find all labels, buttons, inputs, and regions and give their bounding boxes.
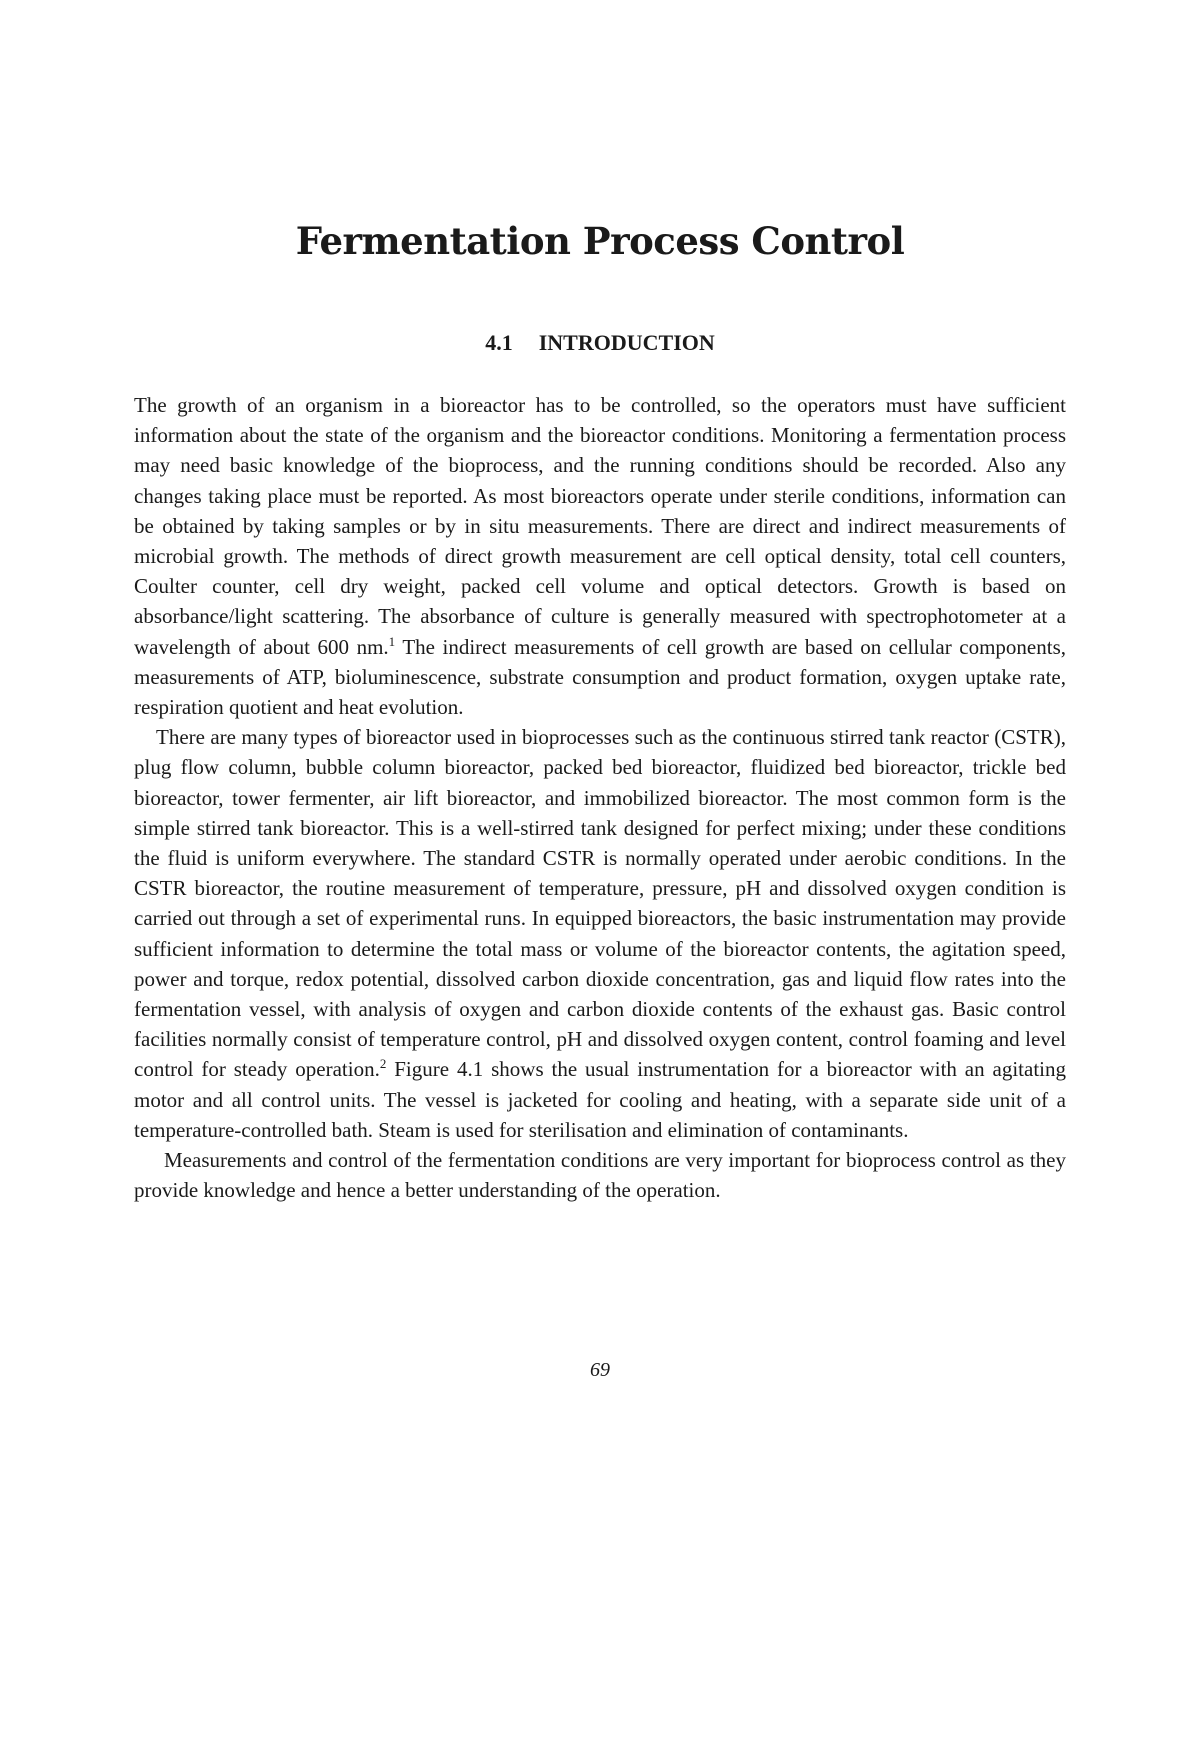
body-text bbox=[134, 390, 1066, 1205]
paragraph-1-text-b: The indirect measurements of cell growth are based on cellular components, measurements of ATP, bioluminescence, substrate consumption and product formation, oxygen uptake rate, respiration quotient and heat evolution. bbox=[134, 634, 1066, 720]
paragraph-2 bbox=[134, 722, 1066, 1145]
section-heading bbox=[0, 328, 1200, 358]
section-title: INTRODUCTION bbox=[538, 330, 715, 355]
section-number: 4.1 bbox=[485, 330, 513, 355]
chapter-title: Fermentation Process Control bbox=[295, 219, 905, 263]
footnote-ref-2: 2 bbox=[379, 1056, 387, 1072]
footnote-ref-1: 1 bbox=[388, 633, 396, 649]
paragraph-2-text-a: There are many types of bioreactor used in bioprocesses such as the continuous stirred tank reactor (CSTR), plug flow column, bubble column bioreactor, packed bed bioreactor, fluidized bed bioreactor, trickle bed bioreactor, tower fermenter, air lift bioreactor, and immobilized bioreactor. The most common form is the simple stirred tank bioreactor. This is a well-stirred tank designed for perfect mixing; under these conditions the fluid is uniform everywhere. The standard CSTR is normally operated under aerobic conditions. In the CSTR bioreactor, the routine measurement of temperature, pressure, pH and dissolved oxygen condition is carried out through a set of experimental runs. In equipped bioreactors, the basic instrumentation may provide sufficient information to determine the total mass or volume of the bioreactor contents, the agitation speed, power and torque, redox potential, dissolved carbon dioxide concentration, gas and liquid flow rates into the fermentation vessel, with analysis of oxygen and carbon dioxide contents of the exhaust gas. Basic control facilities normally consist of temperature control, pH and dissolved oxygen content, control foaming and level control for steady operation. bbox=[134, 725, 1066, 1082]
paragraph-3: Measurements and control of the fermentation conditions are very important for bioprocess control as they provide knowledge and hence a better understanding of the operation. bbox=[134, 1148, 1066, 1203]
page-number: 69 bbox=[590, 1359, 610, 1381]
paragraph-1 bbox=[134, 390, 1066, 722]
paragraph-2-text-b: Figure 4.1 shows the usual instrumentation for a bioreactor with an agitating motor and all control units. The vessel is jacketed for cooling and heating, with a separate side unit of a temperature-controlled bath. Steam is used for sterilisation and elimination of contaminants. bbox=[134, 1057, 1067, 1142]
paragraph-1-text-a: The growth of an organism in a bioreactor has to be controlled, so the operators must have sufficient information about the state of the organism and the bioreactor conditions. Monitoring a fermentation process may need basic knowledge of the bioprocess, and the running conditions should be recorded. Also any changes taking place must be reported. As most bioreactors operate under sterile conditions, information can be obtained by taking samples or by in situ measurements. There are direct and indirect measurements of microbial growth. The methods of direct growth measurement are cell optical density, total cell counters, Coulter counter, cell dry weight, packed cell volume and optical detectors. Growth is based on absorbance/light scattering. The absorbance of culture is generally measured with spectrophotometer at a wavelength of about 600 nm. bbox=[134, 393, 1066, 659]
